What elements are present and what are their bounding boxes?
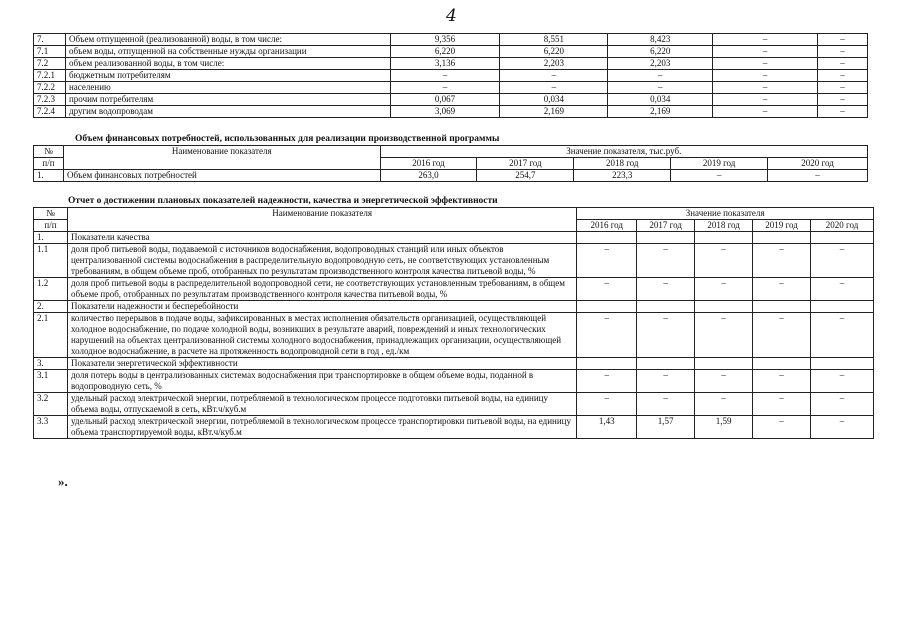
header-value: Значение показателя, тыс.руб. (380, 146, 867, 158)
year-header: 2016 год (380, 158, 477, 170)
year-header: 2018 год (695, 220, 753, 232)
row-value: – (818, 70, 868, 82)
row-name: удельный расход электрической энергии, потребляемой в технологическом процессе транспортировки питьевой воды, на единицу объема транспортируемой воды, кВт.ч/куб.м (67, 416, 576, 439)
row-value: 2,203 (608, 58, 713, 70)
row-number: 7.2.1 (34, 70, 66, 82)
row-number: 1. (34, 170, 64, 182)
table-row (34, 393, 874, 416)
row-value: – (577, 244, 637, 278)
empty-cell (753, 301, 811, 313)
row-value: – (713, 58, 818, 70)
row-value: 0,034 (608, 94, 713, 106)
row-value: – (695, 244, 753, 278)
row-value: 1,43 (577, 416, 637, 439)
row-value: – (390, 82, 500, 94)
empty-cell (753, 232, 811, 244)
table-row (34, 82, 868, 94)
row-value: – (811, 313, 874, 358)
row-name: объем воды, отпущенной на собственные нужды организации (65, 46, 390, 58)
row-value: – (695, 278, 753, 301)
row-number: 3.3 (34, 416, 68, 439)
row-name: количество перерывов в подаче воды, зафиксированных в местах исполнения обязательств организацией, осуществляющей холодное водоснабжение, по подаче холодной воды, возникших в результате аварий, повреждений и иных технологических нарушений на объектах централизованной системы холодного водоснабжения, принадлежащих организации, осуществляющей холодное водоснабжение, в расчете на протяженность водопроводной сети в год , ед./км (67, 313, 576, 358)
header-no-sub: п/п (34, 158, 64, 170)
row-value: – (713, 70, 818, 82)
row-number: 3.1 (34, 370, 68, 393)
row-value: – (713, 34, 818, 46)
section-row (34, 358, 874, 370)
year-header: 2017 год (477, 158, 574, 170)
year-header: 2019 год (753, 220, 811, 232)
header-no-sub: п/п (34, 220, 68, 232)
row-number: 7.1 (34, 46, 66, 58)
row-value: – (753, 313, 811, 358)
row-name: Объем финансовых потребностей (63, 170, 380, 182)
indicators-report-title: Отчет о достижении плановых показателей надежности, качества и энергетической эффективности (68, 196, 498, 206)
row-value: 3,069 (390, 106, 500, 118)
table-row (34, 70, 868, 82)
row-name: прочим потребителям (65, 94, 390, 106)
row-value: – (818, 82, 868, 94)
row-value: 2,169 (608, 106, 713, 118)
row-value: – (695, 393, 753, 416)
row-value: – (500, 70, 608, 82)
row-value: – (818, 94, 868, 106)
row-value: – (577, 313, 637, 358)
row-value: – (811, 278, 874, 301)
year-header: 2017 год (637, 220, 695, 232)
table-row (34, 94, 868, 106)
empty-cell (695, 232, 753, 244)
table-row (34, 58, 868, 70)
row-value: – (695, 313, 753, 358)
row-number: 2.1 (34, 313, 68, 358)
empty-cell (695, 358, 753, 370)
row-value: – (713, 106, 818, 118)
row-value: – (753, 416, 811, 439)
section-number: 2. (34, 301, 68, 313)
year-header: 2019 год (671, 158, 768, 170)
row-value: – (577, 393, 637, 416)
row-name: другим водопроводам (65, 106, 390, 118)
year-header: 2020 год (811, 220, 874, 232)
row-number: 1.2 (34, 278, 68, 301)
page-number: 4 (446, 6, 457, 26)
row-value: – (768, 170, 868, 182)
header-name: Наименование показателя (63, 146, 380, 170)
section-row (34, 301, 874, 313)
water-volume-table (33, 33, 868, 118)
table-row (34, 313, 874, 358)
row-number: 7. (34, 34, 66, 46)
row-value: – (753, 393, 811, 416)
row-value: – (608, 70, 713, 82)
section-row (34, 232, 874, 244)
row-name: доля проб питьевой воды в распределительной водопроводной сети, не соответствующих установленным требованиям, в общем объеме проб, отобранных по результатам производственного контроля качества питьевой воды, % (67, 278, 576, 301)
row-number: 7.2 (34, 58, 66, 70)
row-value: – (713, 94, 818, 106)
row-value: 2,169 (500, 106, 608, 118)
row-value: 2,203 (500, 58, 608, 70)
row-value: – (811, 244, 874, 278)
row-value: 9,356 (390, 34, 500, 46)
row-value: 6,220 (500, 46, 608, 58)
table-row (34, 106, 868, 118)
financial-needs-table (33, 145, 868, 182)
row-value: 8,551 (500, 34, 608, 46)
empty-cell (637, 301, 695, 313)
row-value: 1,57 (637, 416, 695, 439)
row-value: 8,423 (608, 34, 713, 46)
financial-needs-title: Объем финансовых потребностей, использованных для реализации производственной программы (75, 134, 500, 144)
row-value: – (811, 416, 874, 439)
header-no: № (34, 146, 64, 158)
row-value: – (753, 244, 811, 278)
row-value: – (753, 370, 811, 393)
row-value: – (818, 106, 868, 118)
row-number: 7.2.4 (34, 106, 66, 118)
row-number: 7.2.2 (34, 82, 66, 94)
row-value: – (637, 278, 695, 301)
table-row (34, 416, 874, 439)
empty-cell (753, 358, 811, 370)
empty-cell (811, 301, 874, 313)
empty-cell (577, 301, 637, 313)
table-row (34, 46, 868, 58)
row-value: – (753, 278, 811, 301)
row-value: – (713, 82, 818, 94)
row-value: – (695, 370, 753, 393)
row-value: 263,0 (380, 170, 477, 182)
row-name: населению (65, 82, 390, 94)
row-name: доля проб питьевой воды, подаваемой с источников водоснабжения, водопроводных станций или иных объектов централизованной системы водоснабжения в распределительную водопроводную сеть, не соответствующих установленным требованиям, в общем объеме проб, отобранных по результатам производственного контроля качества питьевой воды, % (67, 244, 576, 278)
row-number: 1.1 (34, 244, 68, 278)
header-name: Наименование показателя (67, 208, 576, 232)
year-header: 2018 год (574, 158, 671, 170)
row-value: 223,3 (574, 170, 671, 182)
empty-cell (811, 232, 874, 244)
row-value: – (637, 313, 695, 358)
section-name: Показатели качества (67, 232, 576, 244)
table-row (34, 370, 874, 393)
row-value: 6,220 (390, 46, 500, 58)
row-value: 254,7 (477, 170, 574, 182)
row-value: – (637, 370, 695, 393)
empty-cell (637, 232, 695, 244)
empty-cell (577, 358, 637, 370)
row-value: – (818, 34, 868, 46)
row-value: – (811, 393, 874, 416)
row-number: 3.2 (34, 393, 68, 416)
section-name: Показатели надежности и бесперебойности (67, 301, 576, 313)
row-value: – (818, 46, 868, 58)
row-value: – (811, 370, 874, 393)
row-value: – (637, 393, 695, 416)
table-row (34, 278, 874, 301)
row-name: удельный расход электрической энергии, потребляемой в технологическом процессе подготовки питьевой воды, на единицу объема воды, отпускаемой в сеть, кВт.ч/куб.м (67, 393, 576, 416)
header-value: Значение показателя (577, 208, 874, 220)
row-name: бюджетным потребителям (65, 70, 390, 82)
year-header: 2016 год (577, 220, 637, 232)
row-value: – (577, 370, 637, 393)
empty-cell (695, 301, 753, 313)
header-no: № (34, 208, 68, 220)
row-value: – (713, 46, 818, 58)
row-value: 1,59 (695, 416, 753, 439)
section-number: 1. (34, 232, 68, 244)
row-value: 0,067 (390, 94, 500, 106)
row-value: – (390, 70, 500, 82)
empty-cell (577, 232, 637, 244)
row-number: 7.2.3 (34, 94, 66, 106)
row-value: 3,136 (390, 58, 500, 70)
row-value: – (608, 82, 713, 94)
indicators-table (33, 207, 874, 439)
empty-cell (637, 358, 695, 370)
row-value: – (577, 278, 637, 301)
row-name: Объем отпущенной (реализованной) воды, в том числе: (65, 34, 390, 46)
table-row (34, 170, 868, 182)
row-name: объем реализованной воды, в том числе: (65, 58, 390, 70)
section-name: Показатели энергетической эффективности (67, 358, 576, 370)
row-value: – (671, 170, 768, 182)
row-value: 0,034 (500, 94, 608, 106)
row-value: – (818, 58, 868, 70)
row-name: доля потерь воды в централизованных системах водоснабжения при транспортировке в общем объеме воды, поданной в водопроводную сеть, % (67, 370, 576, 393)
row-value: 6,220 (608, 46, 713, 58)
table-row (34, 34, 868, 46)
year-header: 2020 год (768, 158, 868, 170)
closing-mark: ». (58, 474, 68, 489)
row-value: – (500, 82, 608, 94)
empty-cell (811, 358, 874, 370)
section-number: 3. (34, 358, 68, 370)
row-value: – (637, 244, 695, 278)
table-row (34, 244, 874, 278)
